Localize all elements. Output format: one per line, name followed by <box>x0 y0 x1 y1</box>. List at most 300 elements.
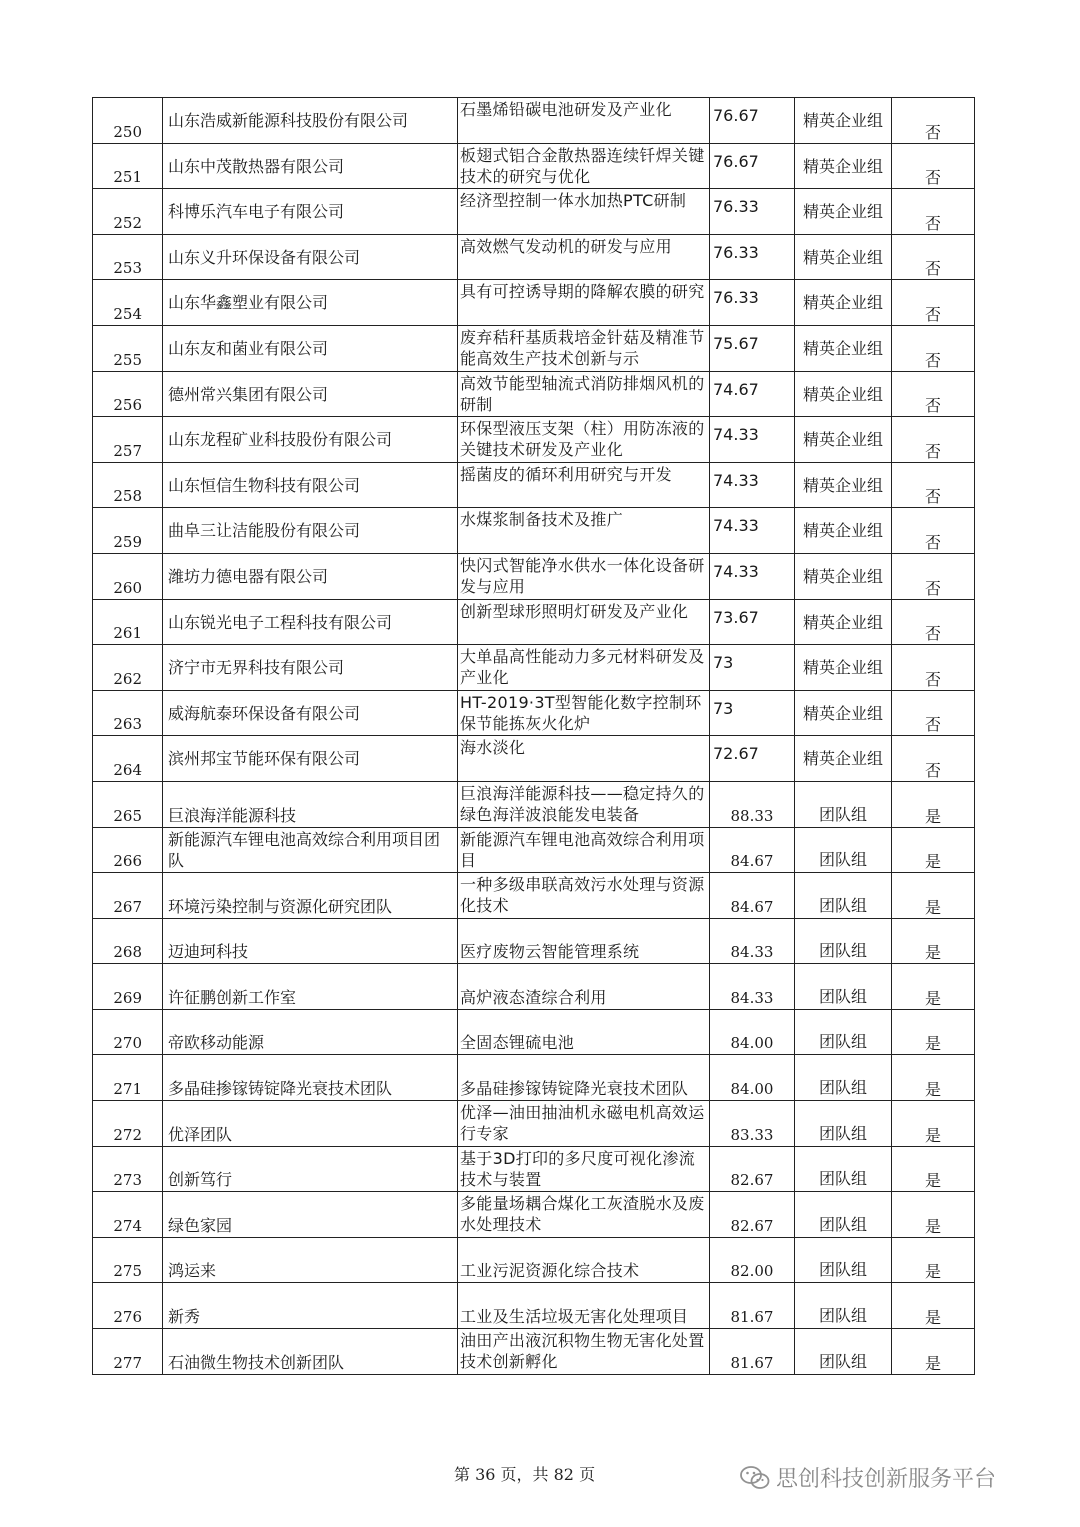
group: 精英企业组 <box>802 749 883 769</box>
score: 84.33 <box>730 943 774 962</box>
result: 是 <box>924 1216 941 1236</box>
score: 82.67 <box>730 1171 774 1190</box>
project-name-cell <box>458 462 710 508</box>
company-name: 新能源汽车锂电池高效综合利用项目团队 <box>168 830 441 871</box>
score: 76.67 <box>713 106 759 125</box>
row-number: 269 <box>113 988 142 1007</box>
score-cell <box>710 1101 795 1147</box>
group-cell <box>795 645 892 691</box>
company-name: 科博乐汽车电子有限公司 <box>168 202 345 222</box>
row-number-cell <box>93 873 163 919</box>
project-name: 医疗废物云智能管理系统 <box>460 942 640 962</box>
score-cell <box>710 873 795 919</box>
table-row <box>93 234 975 280</box>
project-name: 基于3D打印的多尺度可视化渗流技术与装置 <box>460 1148 696 1189</box>
table-row <box>93 1009 975 1055</box>
group: 精英企业组 <box>802 658 883 678</box>
project-name-cell <box>458 417 710 463</box>
company-name: 石油微生物技术创新团队 <box>168 1352 345 1372</box>
project-name: 全固态锂硫电池 <box>460 1033 575 1053</box>
table-row <box>93 1329 975 1375</box>
row-number-cell <box>93 645 163 691</box>
row-number: 275 <box>113 1262 142 1281</box>
row-number-cell <box>93 1329 163 1375</box>
row-number: 265 <box>113 806 142 825</box>
company-name-cell <box>163 371 458 417</box>
table-row <box>93 1283 975 1329</box>
company-name-cell <box>163 599 458 645</box>
score: 84.00 <box>730 1080 774 1099</box>
score-cell <box>710 964 795 1010</box>
score-cell <box>710 143 795 189</box>
score: 82.67 <box>730 1216 774 1235</box>
row-number-cell <box>93 599 163 645</box>
project-name-cell <box>458 1192 710 1238</box>
company-name: 许征鹏创新工作室 <box>168 987 297 1007</box>
group: 精英企业组 <box>802 521 883 541</box>
company-name-cell <box>163 553 458 599</box>
table-row <box>93 736 975 782</box>
result: 否 <box>924 122 941 142</box>
project-name: 高炉液态渣综合利用 <box>460 987 607 1007</box>
table-row <box>93 325 975 371</box>
result-cell <box>892 736 975 782</box>
table-row <box>93 280 975 326</box>
group: 精英企业组 <box>802 293 883 313</box>
project-name: 创新型球形照明灯研发及产业化 <box>460 601 689 621</box>
row-number-cell <box>93 371 163 417</box>
project-name: 工业及生活垃圾无害化处理项目 <box>460 1307 689 1327</box>
group: 团队组 <box>818 1260 867 1280</box>
score: 84.00 <box>730 1034 774 1053</box>
row-number: 258 <box>113 487 142 506</box>
score-cell <box>710 736 795 782</box>
result: 否 <box>924 487 941 507</box>
group-cell <box>795 736 892 782</box>
group: 精英企业组 <box>802 612 883 632</box>
row-number-cell <box>93 234 163 280</box>
company-name: 山东华鑫塑业有限公司 <box>168 293 329 313</box>
company-name: 威海航泰环保设备有限公司 <box>168 703 361 723</box>
result-cell <box>892 645 975 691</box>
project-name: 高效燃气发动机的研发与应用 <box>460 236 672 256</box>
result: 是 <box>924 988 941 1008</box>
score-cell <box>710 827 795 873</box>
project-name-cell <box>458 1146 710 1192</box>
group-cell <box>795 781 892 827</box>
company-name-cell <box>163 189 458 235</box>
row-number-cell <box>93 1101 163 1147</box>
score: 73 <box>713 698 734 718</box>
result-cell <box>892 1192 975 1238</box>
company-name-cell <box>163 1237 458 1283</box>
row-number-cell <box>93 690 163 736</box>
result-cell <box>892 1101 975 1147</box>
row-number-cell <box>93 143 163 189</box>
company-name-cell <box>163 873 458 919</box>
table-row <box>93 462 975 508</box>
project-name: 板翅式铝合金散热器连续钎焊关键技术的研究与优化 <box>460 145 705 186</box>
company-name-cell <box>163 462 458 508</box>
group-cell <box>795 1283 892 1329</box>
project-name-cell <box>458 508 710 554</box>
table-row <box>93 918 975 964</box>
company-name-cell <box>163 736 458 782</box>
row-number: 253 <box>113 259 142 278</box>
group-cell <box>795 1055 892 1101</box>
row-number: 260 <box>113 578 142 597</box>
score: 81.67 <box>730 1353 774 1372</box>
row-number: 264 <box>113 760 142 779</box>
company-name-cell <box>163 280 458 326</box>
group-cell <box>795 143 892 189</box>
row-number-cell <box>93 280 163 326</box>
company-name: 环境污染控制与资源化研究团队 <box>168 896 393 916</box>
company-name-cell <box>163 1055 458 1101</box>
result-cell <box>892 1237 975 1283</box>
result: 否 <box>924 168 941 188</box>
result: 是 <box>924 1080 941 1100</box>
row-number: 276 <box>113 1308 142 1327</box>
result: 否 <box>924 259 941 279</box>
result: 是 <box>924 943 941 963</box>
row-number-cell <box>93 781 163 827</box>
row-number: 270 <box>113 1034 142 1053</box>
table-row <box>93 827 975 873</box>
score-cell <box>710 690 795 736</box>
row-number-cell <box>93 508 163 554</box>
row-number: 250 <box>113 122 142 141</box>
group-cell <box>795 234 892 280</box>
group: 团队组 <box>818 941 867 961</box>
score: 84.33 <box>730 988 774 1007</box>
table-row <box>93 1237 975 1283</box>
result: 否 <box>924 396 941 416</box>
company-name: 山东友和菌业有限公司 <box>168 338 329 358</box>
project-name-cell <box>458 1009 710 1055</box>
project-name: 具有可控诱导期的降解农膜的研究 <box>460 282 705 302</box>
project-name: 优泽—油田抽油机永磁电机高效运行专家 <box>460 1103 705 1144</box>
group: 团队组 <box>818 1078 867 1098</box>
project-name-cell <box>458 781 710 827</box>
company-name: 山东龙程矿业科技股份有限公司 <box>168 430 393 450</box>
company-name: 迈迪珂科技 <box>168 942 249 962</box>
score-cell <box>710 1283 795 1329</box>
project-name-cell <box>458 189 710 235</box>
score-cell <box>710 280 795 326</box>
row-number: 262 <box>113 669 142 688</box>
table-row <box>93 690 975 736</box>
score-cell <box>710 325 795 371</box>
company-name: 创新笃行 <box>168 1170 233 1190</box>
group-cell <box>795 280 892 326</box>
result-cell <box>892 873 975 919</box>
result: 是 <box>924 1034 941 1054</box>
project-name-cell <box>458 553 710 599</box>
score: 74.33 <box>713 561 759 581</box>
row-number-cell <box>93 1146 163 1192</box>
company-name: 山东中茂散热器有限公司 <box>168 156 345 176</box>
table-row <box>93 1055 975 1101</box>
project-name-cell <box>458 1055 710 1101</box>
row-number-cell <box>93 827 163 873</box>
row-number: 272 <box>113 1125 142 1144</box>
result: 否 <box>924 304 941 324</box>
result: 是 <box>924 1308 941 1328</box>
result: 是 <box>924 806 941 826</box>
project-name-cell <box>458 690 710 736</box>
row-number: 267 <box>113 897 142 916</box>
group-cell <box>795 1237 892 1283</box>
watermark <box>740 1462 996 1493</box>
group: 精英企业组 <box>802 202 883 222</box>
group-cell <box>795 918 892 964</box>
score-cell <box>710 645 795 691</box>
result-cell <box>892 234 975 280</box>
project-name: 一种多级串联高效污水处理与资源化技术 <box>460 875 705 916</box>
score: 72.67 <box>713 744 759 764</box>
group-cell <box>795 827 892 873</box>
result: 是 <box>924 1353 941 1373</box>
score-cell <box>710 417 795 463</box>
result: 否 <box>924 441 941 461</box>
company-name-cell <box>163 645 458 691</box>
group-cell <box>795 1101 892 1147</box>
project-name-cell <box>458 143 710 189</box>
company-name: 绿色家园 <box>168 1215 233 1235</box>
table-row <box>93 645 975 691</box>
result: 否 <box>924 669 941 689</box>
score: 74.67 <box>713 379 759 399</box>
company-name: 山东锐光电子工程科技有限公司 <box>168 612 393 632</box>
result: 否 <box>924 532 941 552</box>
company-name: 山东浩威新能源科技股份有限公司 <box>168 111 409 130</box>
result-cell <box>892 417 975 463</box>
project-name: 摇菌皮的循环利用研究与开发 <box>460 464 672 484</box>
table-row <box>93 98 975 144</box>
project-name: 海水淡化 <box>460 738 526 758</box>
project-name: 石墨烯铅碳电池研发及产业化 <box>460 100 672 119</box>
table-row <box>93 1192 975 1238</box>
row-number: 251 <box>113 168 142 187</box>
result-cell <box>892 1009 975 1055</box>
group-cell <box>795 599 892 645</box>
company-name: 巨浪海洋能源科技 <box>168 805 297 825</box>
group: 精英企业组 <box>802 156 883 176</box>
group: 团队组 <box>818 850 867 870</box>
company-name-cell <box>163 690 458 736</box>
company-name-cell <box>163 325 458 371</box>
row-number: 259 <box>113 532 142 551</box>
table-row <box>93 143 975 189</box>
row-number-cell <box>93 736 163 782</box>
project-name-cell <box>458 280 710 326</box>
group-cell <box>795 1192 892 1238</box>
score: 81.67 <box>730 1308 774 1327</box>
result-cell <box>892 964 975 1010</box>
company-name: 鸿运来 <box>168 1261 217 1281</box>
row-number-cell <box>93 918 163 964</box>
score: 82.00 <box>730 1262 774 1281</box>
group-cell <box>795 1009 892 1055</box>
project-name-cell <box>458 325 710 371</box>
table-row <box>93 553 975 599</box>
group-cell <box>795 371 892 417</box>
watermark-text: 思创科技创新服务平台 <box>776 1467 997 1492</box>
project-name: 巨浪海洋能源科技——稳定持久的绿色海洋波浪能发电装备 <box>460 783 705 824</box>
company-name: 潍坊力德电器有限公司 <box>168 566 329 586</box>
score: 73 <box>713 653 734 673</box>
group-cell <box>795 189 892 235</box>
company-name-cell <box>163 781 458 827</box>
group: 团队组 <box>818 1123 867 1143</box>
score-cell <box>710 371 795 417</box>
score: 74.33 <box>713 516 759 536</box>
row-number: 271 <box>113 1080 142 1099</box>
result-cell <box>892 280 975 326</box>
result-cell <box>892 553 975 599</box>
wechat-icon <box>740 1465 770 1491</box>
group: 精英企业组 <box>802 384 883 404</box>
company-name: 多晶硅掺镓铸锭降光衰技术团队 <box>168 1079 393 1099</box>
project-name-cell <box>458 827 710 873</box>
results-table <box>92 97 975 1375</box>
table-row <box>93 599 975 645</box>
row-number: 268 <box>113 943 142 962</box>
group-cell <box>795 873 892 919</box>
row-number: 266 <box>113 852 142 871</box>
score-cell <box>710 234 795 280</box>
table-row <box>93 1101 975 1147</box>
group: 精英企业组 <box>802 475 883 495</box>
company-name-cell <box>163 1009 458 1055</box>
project-name: 新能源汽车锂电池高效综合利用项目 <box>460 829 705 870</box>
result: 是 <box>924 852 941 872</box>
row-number: 261 <box>113 624 142 643</box>
score-cell <box>710 599 795 645</box>
score-cell <box>710 553 795 599</box>
row-number-cell <box>93 1055 163 1101</box>
company-name: 德州常兴集团有限公司 <box>168 384 329 404</box>
project-name-cell <box>458 918 710 964</box>
group: 团队组 <box>818 1169 867 1189</box>
result-cell <box>892 827 975 873</box>
row-number: 257 <box>113 441 142 460</box>
project-name-cell <box>458 964 710 1010</box>
group: 精英企业组 <box>802 247 883 267</box>
table-row <box>93 508 975 554</box>
project-name-cell <box>458 873 710 919</box>
project-name-cell <box>458 645 710 691</box>
group-cell <box>795 417 892 463</box>
company-name: 山东义升环保设备有限公司 <box>168 247 361 267</box>
project-name: 水煤浆制备技术及推广 <box>460 510 624 530</box>
row-number: 273 <box>113 1171 142 1190</box>
score-cell <box>710 1055 795 1101</box>
group: 精英企业组 <box>802 338 883 358</box>
table-row <box>93 417 975 463</box>
group-cell <box>795 553 892 599</box>
score: 74.33 <box>713 470 759 490</box>
company-name-cell <box>163 98 458 144</box>
group: 团队组 <box>818 1214 867 1234</box>
company-name-cell <box>163 143 458 189</box>
result: 否 <box>924 350 941 370</box>
result: 否 <box>924 213 941 233</box>
score: 84.67 <box>730 897 774 916</box>
group: 团队组 <box>818 1306 867 1326</box>
row-number: 252 <box>113 213 142 232</box>
score-cell <box>710 1192 795 1238</box>
group: 团队组 <box>818 986 867 1006</box>
group-cell <box>795 462 892 508</box>
project-name: HT-2019·3T型智能化数字控制环保节能拣灰火化炉 <box>460 692 702 733</box>
row-number: 274 <box>113 1216 142 1235</box>
group: 精英企业组 <box>802 566 883 586</box>
group: 团队组 <box>818 1032 867 1052</box>
group-cell <box>795 98 892 144</box>
table-row <box>93 1146 975 1192</box>
score-cell <box>710 189 795 235</box>
result-cell <box>892 189 975 235</box>
row-number-cell <box>93 553 163 599</box>
result: 否 <box>924 624 941 644</box>
row-number-cell <box>93 98 163 144</box>
group: 精英企业组 <box>802 430 883 450</box>
score: 74.33 <box>713 425 759 445</box>
group-cell <box>795 1329 892 1375</box>
row-number-cell <box>93 417 163 463</box>
company-name: 济宁市无界科技有限公司 <box>168 658 345 678</box>
group: 精英企业组 <box>802 111 883 130</box>
company-name: 优泽团队 <box>168 1124 233 1144</box>
table-row <box>93 189 975 235</box>
group-cell <box>795 964 892 1010</box>
row-number: 254 <box>113 304 142 323</box>
result-cell <box>892 98 975 144</box>
project-name: 多能量场耦合煤化工灰渣脱水及废水处理技术 <box>460 1194 705 1235</box>
score-cell <box>710 1237 795 1283</box>
project-name: 经济型控制一体水加热PTC研制 <box>460 191 687 211</box>
company-name-cell <box>163 918 458 964</box>
row-number-cell <box>93 1283 163 1329</box>
row-number-cell <box>93 189 163 235</box>
score-cell <box>710 781 795 827</box>
company-name: 曲阜三让洁能股份有限公司 <box>168 521 361 541</box>
row-number-cell <box>93 325 163 371</box>
project-name-cell <box>458 1101 710 1147</box>
group: 团队组 <box>818 804 867 824</box>
project-name-cell <box>458 234 710 280</box>
result: 是 <box>924 1125 941 1145</box>
row-number-cell <box>93 1009 163 1055</box>
company-name: 山东恒信生物科技有限公司 <box>168 475 361 495</box>
result-cell <box>892 599 975 645</box>
score-cell <box>710 462 795 508</box>
result: 否 <box>924 715 941 735</box>
group-cell <box>795 690 892 736</box>
score: 76.33 <box>713 197 759 217</box>
score-cell <box>710 1146 795 1192</box>
result: 是 <box>924 1171 941 1191</box>
company-name-cell <box>163 827 458 873</box>
row-number-cell <box>93 1192 163 1238</box>
company-name-cell <box>163 964 458 1010</box>
company-name-cell <box>163 508 458 554</box>
score: 76.33 <box>713 242 759 262</box>
score-cell <box>710 918 795 964</box>
table-row <box>93 371 975 417</box>
